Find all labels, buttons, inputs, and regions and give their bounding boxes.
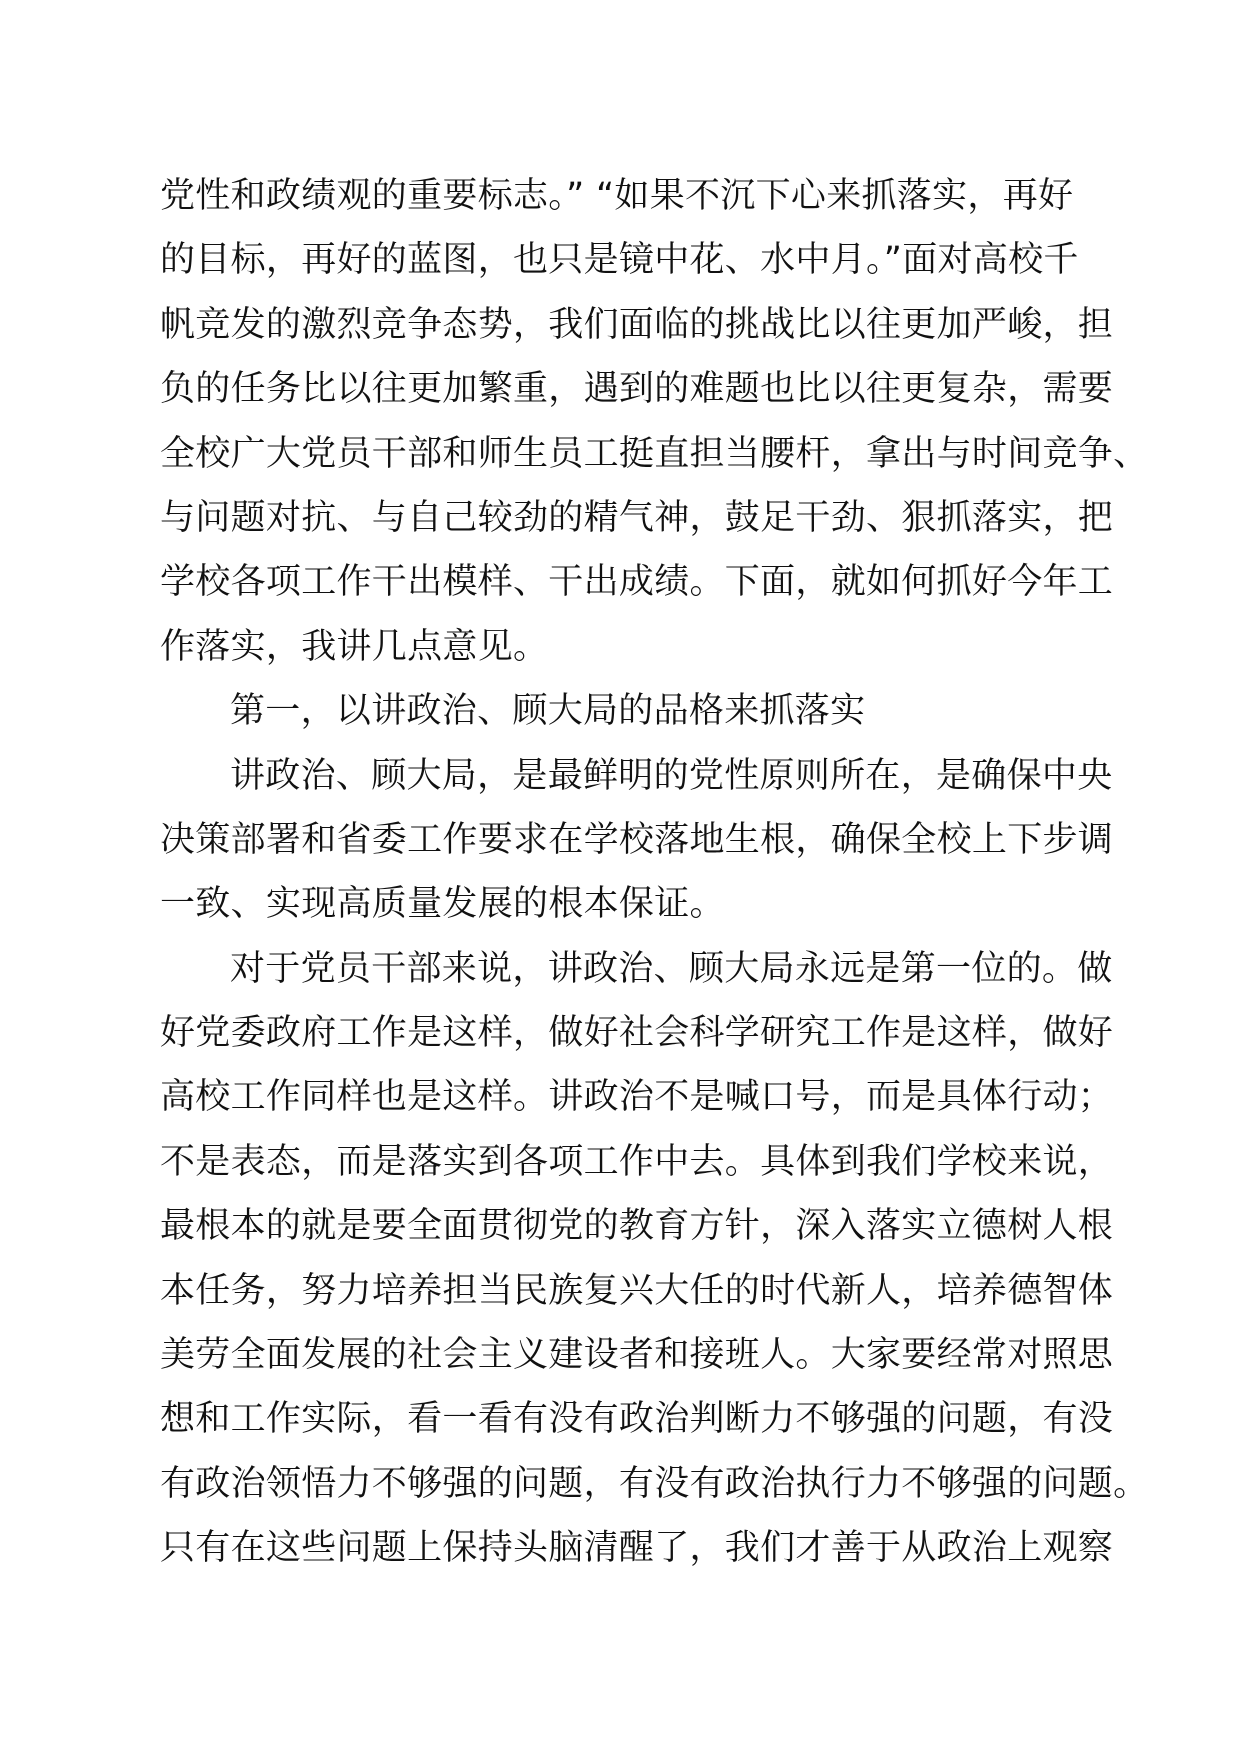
text-line: 学校各项工作干出模样、干出成绩。下面，就如何抓好今年工 — [160, 562, 1114, 603]
text-line: 美劳全面发展的社会主义建设者和接班人。大家要经常对照思 — [160, 1335, 1114, 1376]
text-line: 讲政治、顾大局，是最鲜明的党性原则所在，是确保中央 — [230, 755, 1113, 796]
text-line: 只有在这些问题上保持头脑清醒了，我们才善于从政治上观察 — [160, 1528, 1114, 1569]
text-line: 有政治领悟力不够强的问题，有没有政治执行力不够强的问题。 — [160, 1463, 1149, 1504]
text-line: 高校工作同样也是这样。讲政治不是喊口号，而是具体行动； — [160, 1077, 1114, 1118]
document-body — [160, 164, 1149, 1581]
text-line: 好党委政府工作是这样，做好社会科学研究工作是这样，做好 — [160, 1013, 1114, 1054]
text-line: 最根本的就是要全面贯彻党的教育方针，深入落实立德树人根 — [160, 1206, 1114, 1247]
text-line: 与问题对抗、与自己较劲的精气神，鼓足干劲、狠抓落实，把 — [160, 497, 1114, 538]
text-line: 本任务，努力培养担当民族复兴大任的时代新人，培养德智体 — [160, 1270, 1114, 1311]
text-line: 全校广大党员干部和师生员工挺直担当腰杆，拿出与时间竞争、 — [160, 433, 1149, 474]
text-line: 党性和政绩观的重要标志。” “如果不沉下心来抓落实，再好 — [160, 176, 1074, 216]
section-heading: 第一，以讲政治、顾大局的品格来抓落实 — [230, 691, 866, 732]
text-line: 的目标，再好的蓝图，也只是镜中花、水中月。”面对高校千 — [160, 240, 1079, 281]
text-line: 想和工作实际，看一看有没有政治判断力不够强的问题，有没 — [160, 1399, 1114, 1440]
text-line: 帆竞发的激烈竞争态势，我们面临的挑战比以往更加严峻，担 — [160, 304, 1114, 345]
text-line: 负的任务比以往更加繁重，遇到的难题也比以往更复杂，需要 — [160, 369, 1114, 410]
text-line: 决策部署和省委工作要求在学校落地生根，确保全校上下步调 — [160, 819, 1114, 860]
text-line: 对于党员干部来说，讲政治、顾大局永远是第一位的。做 — [230, 948, 1113, 989]
text-line: 作落实，我讲几点意见。 — [160, 626, 549, 667]
text-line: 不是表态，而是落实到各项工作中去。具体到我们学校来说， — [160, 1141, 1114, 1182]
text-line: 一致、实现高质量发展的根本保证。 — [160, 884, 725, 925]
